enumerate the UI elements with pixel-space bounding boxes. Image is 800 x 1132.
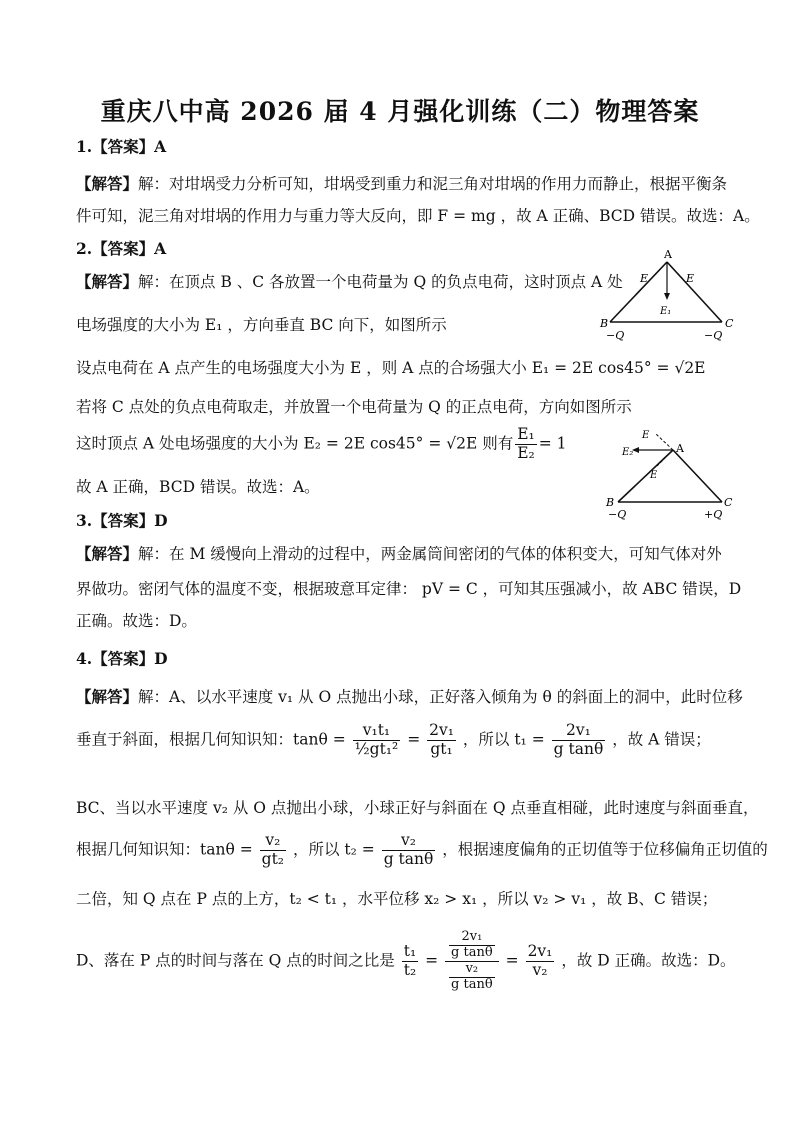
q3-text-1: 解：在 M 缓慢向上滑动的过程中，两金属筒间密闭的气体的体积变大，可知气体对外: [138, 545, 722, 563]
q4-frac-result: [526, 943, 555, 980]
q4-frac-simplified: [427, 722, 456, 759]
q2-solution-line-3: 设点电荷在 A 点产生的电场强度大小为 E ，则 A 点的合场强大小 E₁ = 2E cos45° = √2E: [76, 359, 706, 377]
q4-frac-7-top-den: g tanθ: [451, 944, 493, 960]
q1-answer-label: 1.【答案】A: [76, 137, 167, 156]
fig1-label-e1: E₁: [660, 306, 672, 317]
fig1-charge-c: −Q: [704, 329, 723, 342]
q4-frac-8-num: 2v₁: [527, 942, 553, 961]
q4-answer-label: 4.【答案】D: [76, 649, 168, 668]
fig1-label-e-right: E: [686, 272, 695, 285]
q3-solution-line-2: 界做功。密闭气体的温度不变，根据玻意耳定律： pV = C ，可知其压强减小，故 ABC 错误，D: [76, 580, 742, 598]
fig2-label-a: A: [676, 442, 684, 455]
q4-solution-line-2: [76, 722, 711, 759]
q2-text-5a: 这时顶点 A 处电场强度的大小为 E₂ = 2E cos45° = √2E 则有: [76, 434, 514, 453]
fig2-label-e-down: E: [650, 470, 658, 481]
q4-text-4b: ，所以 t₂ =: [292, 840, 375, 859]
q4-frac-velocity: [260, 832, 286, 869]
page-title: 重庆八中高 2026 届 4 月强化训练（二）物理答案: [100, 97, 700, 126]
fig1-label-e-left: E: [640, 272, 649, 285]
q4-frac-1-num: v₁t₁: [353, 722, 401, 741]
q4-solution-line-1: [76, 688, 743, 707]
q4-frac-3-num: 2v₁: [552, 722, 606, 741]
fig2-charge-b: −Q: [608, 508, 627, 521]
fig2-label-b: B: [606, 496, 615, 509]
q2-solution-tag: 【解答】: [76, 272, 139, 291]
q4-frac-6-den: t₂: [403, 960, 417, 979]
fig1-label-b: B: [600, 317, 609, 330]
q4-frac-7-bottom-inner: [449, 962, 495, 993]
q4-frac-7-bottom-num: v₂: [449, 962, 495, 978]
q4-frac-1-den: ½gt₁²: [354, 739, 399, 758]
q4-frac-6-num: t₁: [403, 942, 417, 961]
q2-solution-line-1: [76, 273, 623, 292]
q4-frac-7-bottom-den: g tanθ: [451, 976, 493, 992]
q3-solution-line-1: [76, 545, 722, 564]
q4-solution-line-5: 二倍，知 Q 点在 P 点的上方，t₂ < t₁ ，水平位移 x₂ > x₁ ，所以 v₂ > v₁ ，故 B、C 错误；: [76, 890, 718, 908]
fig1-label-a: A: [664, 248, 672, 261]
q1-solution-tag: 【解答】: [76, 174, 139, 193]
q4-text-6b: ，故 D 正确。故选：D。: [561, 951, 736, 970]
q4-solution-line-3: BC、当以水平速度 v₂ 从 O 点抛出小球，小球正好与斜面在 Q 点垂直相碰，此时速度与斜面垂直，: [76, 799, 759, 817]
q1-solution-line-2: 件可知，泥三角对坩埚的作用力与重力等大反向，即 F = mg ，故 A 正确、BCD 错误。故选：A。: [76, 207, 760, 225]
q4-frac-2-den: gt₁: [430, 739, 453, 758]
q4-equals-2: =: [425, 951, 439, 970]
fig1-label-c: C: [725, 317, 734, 330]
q4-frac-5-num: v₂: [382, 832, 436, 851]
q2-solution-line-4: 若将 C 点处的负点电荷取走，并放置一个电荷量为 Q 的正点电荷，方向如图所示: [76, 398, 632, 416]
q4-frac-7-bottom: [445, 962, 499, 993]
q1-text-1: 解：对坩埚受力分析可知，坩埚受到重力和泥三角对坩埚的作用力而静止，根据平衡条: [138, 175, 728, 193]
q4-frac-2-num: 2v₁: [429, 721, 454, 739]
q1-solution-line-1: [76, 175, 727, 194]
q4-solution-tag: 【解答】: [76, 687, 139, 706]
q2-ratio-fraction: [515, 426, 537, 463]
q4-text-4c: ，根据速度偏角的正切值等于位移偏角正切值的: [442, 840, 768, 859]
fig1-charge-b: −Q: [606, 329, 625, 342]
fig2-label-e-up: E: [642, 430, 650, 441]
fig2-charge-c: +Q: [704, 508, 723, 521]
q4-frac-displacement: [353, 722, 401, 759]
q4-text-4a: 根据几何知识知：tanθ =: [76, 840, 253, 859]
q4-text-1: 解：A、以水平速度 v₁ 从 O 点抛出小球，正好落入倾角为 θ 的斜面上的洞中，此时位移: [138, 688, 743, 706]
q4-text-2c: ，故 A 错误；: [612, 730, 711, 749]
q2-solution-line-2: 电场强度的大小为 E₁ ，方向垂直 BC 向下，如图所示: [76, 316, 447, 334]
fig2-field-up: [656, 434, 673, 450]
q4-solution-line-4: [76, 832, 768, 869]
q4-frac-compound: [445, 930, 499, 993]
q4-text-6a: D、落在 P 点的时间与落在 Q 点的时间之比是: [76, 951, 395, 970]
q4-solution-line-6: [76, 930, 736, 993]
q2-text-5b: = 1: [538, 434, 567, 453]
q3-solution-line-3: 正确。故选：D。: [76, 612, 197, 630]
q4-frac-4-num: v₂: [260, 832, 286, 851]
q2-figure-1: [596, 246, 746, 346]
q4-frac-5-den: g tanθ: [383, 849, 434, 868]
q4-frac-7-top-inner: [449, 930, 495, 961]
q4-equals-3: =: [505, 951, 519, 970]
q3-answer-label: 3.【答案】D: [76, 511, 168, 530]
q4-equals: =: [407, 730, 421, 749]
fig2-side-ac: [673, 450, 722, 502]
q4-text-2a: 垂直于斜面，根据几何知识知：tanθ =: [76, 730, 346, 749]
q4-frac-t1: [552, 722, 606, 759]
q2-solution-line-6: 故 A 正确，BCD 错误。故选：A。: [76, 478, 320, 496]
fig2-label-c: C: [724, 496, 733, 509]
q4-frac-7-top-num: 2v₁: [449, 930, 495, 946]
q4-frac-7-top: [445, 930, 499, 962]
q2-figure-2: [596, 428, 746, 522]
q2-ratio-den: E₂: [517, 443, 535, 462]
q2-solution-line-5: [76, 426, 567, 463]
q4-frac-t2: [382, 832, 436, 869]
q2-answer-label: 2.【答案】A: [76, 239, 167, 258]
q4-frac-4-den: gt₂: [261, 849, 285, 868]
q4-frac-8-den: v₂: [532, 960, 548, 979]
fig2-label-e2: E₂: [622, 447, 634, 458]
fig1-arrow-head: [664, 293, 670, 300]
q4-frac-3-den: g tanθ: [553, 739, 604, 758]
q2-ratio-num: E₁: [517, 425, 535, 443]
q4-text-2b: ，所以 t₁ =: [462, 730, 545, 749]
q3-solution-tag: 【解答】: [76, 544, 139, 563]
q4-frac-time-ratio: [402, 943, 418, 980]
q2-text-1: 解：在顶点 B 、C 各放置一个电荷量为 Q 的负点电荷，这时顶点 A 处: [138, 273, 623, 291]
